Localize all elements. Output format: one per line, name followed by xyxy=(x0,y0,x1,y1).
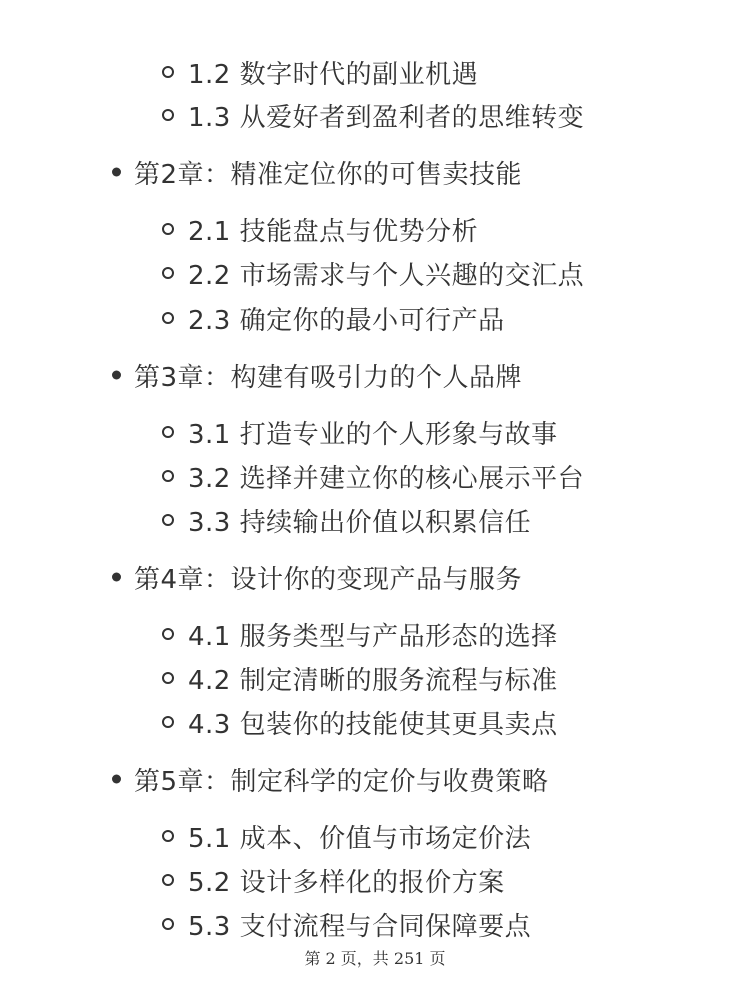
section-label: 5.2 设计多样化的报价方案 xyxy=(188,867,505,898)
section-label: 1.3 从爱好者到盈利者的思维转变 xyxy=(188,102,585,133)
outline-section-item xyxy=(0,813,750,859)
hollow-bullet-icon xyxy=(162,312,174,324)
section-label: 5.3 支付流程与合同保障要点 xyxy=(188,911,532,942)
filled-bullet-icon xyxy=(112,168,121,177)
hollow-bullet-icon xyxy=(162,874,174,886)
outline-section-item xyxy=(0,611,750,657)
outline-section-item xyxy=(0,250,750,296)
outline-section-item xyxy=(0,409,750,455)
section-label: 3.3 持续输出价值以积累信任 xyxy=(188,507,532,538)
outline-section-item xyxy=(0,901,750,947)
filled-bullet-icon xyxy=(112,573,121,582)
outline-chapter-item xyxy=(0,554,750,600)
outline-chapter-item xyxy=(0,149,750,195)
chapter-label: 第2章：精准定位你的可售卖技能 xyxy=(134,159,523,190)
page-number-footer: 第 2 页，共 251 页 xyxy=(304,949,446,968)
filled-bullet-icon xyxy=(112,775,121,784)
outline-section-item xyxy=(0,453,750,499)
outline-section-item xyxy=(0,857,750,903)
section-label: 3.2 选择并建立你的核心展示平台 xyxy=(188,463,585,494)
outline-section-item xyxy=(0,699,750,745)
outline-section-item xyxy=(0,49,750,95)
hollow-bullet-icon xyxy=(162,223,174,235)
outline-section-item xyxy=(0,497,750,543)
section-label: 4.2 制定清晰的服务流程与标准 xyxy=(188,665,558,696)
outline-section-item xyxy=(0,206,750,252)
filled-bullet-icon xyxy=(112,371,121,380)
section-label: 4.3 包装你的技能使其更具卖点 xyxy=(188,709,558,740)
hollow-bullet-icon xyxy=(162,672,174,684)
hollow-bullet-icon xyxy=(162,918,174,930)
chapter-label: 第4章：设计你的变现产品与服务 xyxy=(134,564,523,595)
hollow-bullet-icon xyxy=(162,426,174,438)
section-label: 5.1 成本、价值与市场定价法 xyxy=(188,823,532,854)
hollow-bullet-icon xyxy=(162,830,174,842)
hollow-bullet-icon xyxy=(162,470,174,482)
section-label: 2.1 技能盘点与优势分析 xyxy=(188,216,479,247)
section-label: 1.2 数字时代的副业机遇 xyxy=(188,59,479,90)
outline-chapter-item xyxy=(0,756,750,802)
outline-chapter-item xyxy=(0,352,750,398)
outline-section-item xyxy=(0,295,750,341)
section-label: 2.3 确定你的最小可行产品 xyxy=(188,305,505,336)
outline-section-item xyxy=(0,92,750,138)
section-label: 2.2 市场需求与个人兴趣的交汇点 xyxy=(188,260,585,291)
section-label: 3.1 打造专业的个人形象与故事 xyxy=(188,419,558,450)
chapter-label: 第5章：制定科学的定价与收费策略 xyxy=(134,766,549,797)
hollow-bullet-icon xyxy=(162,66,174,78)
hollow-bullet-icon xyxy=(162,716,174,728)
hollow-bullet-icon xyxy=(162,514,174,526)
hollow-bullet-icon xyxy=(162,628,174,640)
section-label: 4.1 服务类型与产品形态的选择 xyxy=(188,621,558,652)
outline-section-item xyxy=(0,655,750,701)
hollow-bullet-icon xyxy=(162,267,174,279)
hollow-bullet-icon xyxy=(162,109,174,121)
chapter-label: 第3章：构建有吸引力的个人品牌 xyxy=(134,362,523,393)
